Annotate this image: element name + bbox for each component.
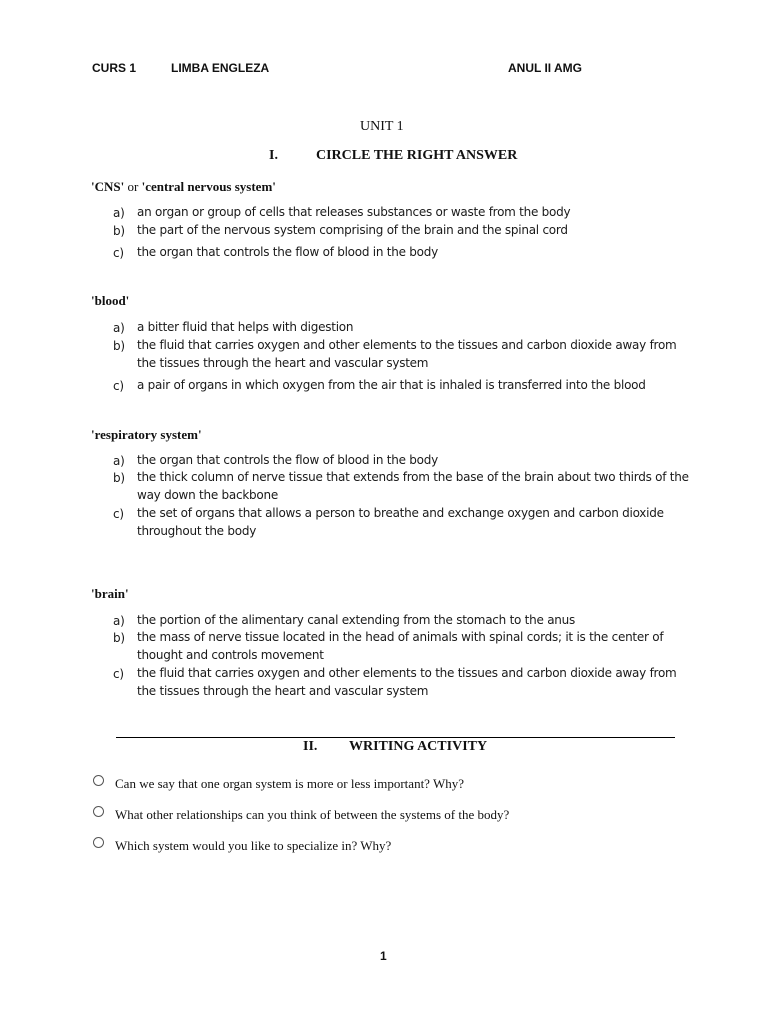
- option-letter: a): [113, 321, 125, 335]
- term-connector: or: [124, 179, 142, 194]
- unit-title: UNIT 1: [360, 119, 404, 134]
- header-course: CURS 1: [92, 61, 137, 75]
- question-term: [91, 586, 129, 602]
- term-cns-full: 'central nervous system': [141, 179, 276, 194]
- writing-question: What other relationships can you think of between the systems of the body?: [115, 807, 510, 822]
- radio-circle-icon[interactable]: [93, 806, 104, 817]
- option-text-line1: the mass of nerve tissue located in the head of animals with spinal cords; it is the center of: [137, 630, 664, 644]
- option-letter: b): [113, 339, 125, 353]
- option-text: a bitter fluid that helps with digestion: [137, 320, 354, 334]
- option-text: a pair of organs in which oxygen from the air that is inhaled is transferred into the blood: [137, 378, 646, 392]
- option-text-line2: throughout the body: [137, 524, 257, 538]
- option-text-line2: thought and controls movement: [137, 648, 324, 662]
- question-term: [91, 179, 276, 195]
- term-blood: 'blood': [91, 293, 130, 308]
- option-text: the organ that controls the flow of blood in the body: [137, 245, 438, 259]
- option-letter: c): [113, 667, 124, 681]
- option-text-line1: the thick column of nerve tissue that extends from the base of the brain about two thirds of the: [137, 470, 689, 484]
- option-letter: b): [113, 471, 125, 485]
- option-letter: c): [113, 379, 124, 393]
- option-text-line1: the fluid that carries oxygen and other elements to the tissues and carbon dioxide away from: [137, 338, 677, 352]
- question-term: [91, 427, 202, 443]
- option-letter: a): [113, 454, 125, 468]
- option-text: the portion of the alimentary canal extending from the stomach to the anus: [137, 613, 576, 627]
- section-divider: [116, 737, 675, 738]
- term-respiratory: 'respiratory system': [91, 427, 202, 442]
- header-year: ANUL II AMG: [508, 61, 582, 75]
- section1-title: CIRCLE THE RIGHT ANSWER: [316, 148, 518, 163]
- option-letter: c): [113, 507, 124, 521]
- option-text-line2: the tissues through the heart and vascular system: [137, 356, 429, 370]
- writing-question: Which system would you like to specialize in? Why?: [115, 838, 392, 853]
- section1-number: I.: [269, 148, 278, 163]
- option-letter: a): [113, 614, 125, 628]
- section2-number: II.: [303, 739, 318, 754]
- option-letter: b): [113, 631, 125, 645]
- writing-question: Can we say that one organ system is more or less important? Why?: [115, 776, 465, 791]
- option-text-line1: the set of organs that allows a person to breathe and exchange oxygen and carbon dioxide: [137, 506, 664, 520]
- page-number: 1: [380, 949, 387, 963]
- question-term: [91, 293, 129, 309]
- option-text-line2: way down the backbone: [137, 488, 278, 502]
- option-letter: b): [113, 224, 125, 238]
- option-text-line2: the tissues through the heart and vascular system: [137, 684, 429, 698]
- radio-circle-icon[interactable]: [93, 837, 104, 848]
- radio-circle-icon[interactable]: [93, 775, 104, 786]
- option-text: the part of the nervous system comprising of the brain and the spinal cord: [137, 223, 568, 237]
- option-letter: a): [113, 206, 125, 220]
- option-letter: c): [113, 246, 124, 260]
- term-cns: 'CNS': [91, 179, 125, 194]
- option-text: the organ that controls the flow of blood in the body: [137, 453, 438, 467]
- option-text: an organ or group of cells that releases substances or waste from the body: [137, 205, 571, 219]
- section2-title: WRITING ACTIVITY: [349, 739, 488, 754]
- term-brain: 'brain': [91, 586, 129, 601]
- option-text-line1: the fluid that carries oxygen and other elements to the tissues and carbon dioxide away from: [137, 666, 677, 680]
- header-subject: LIMBA ENGLEZA: [171, 61, 270, 75]
